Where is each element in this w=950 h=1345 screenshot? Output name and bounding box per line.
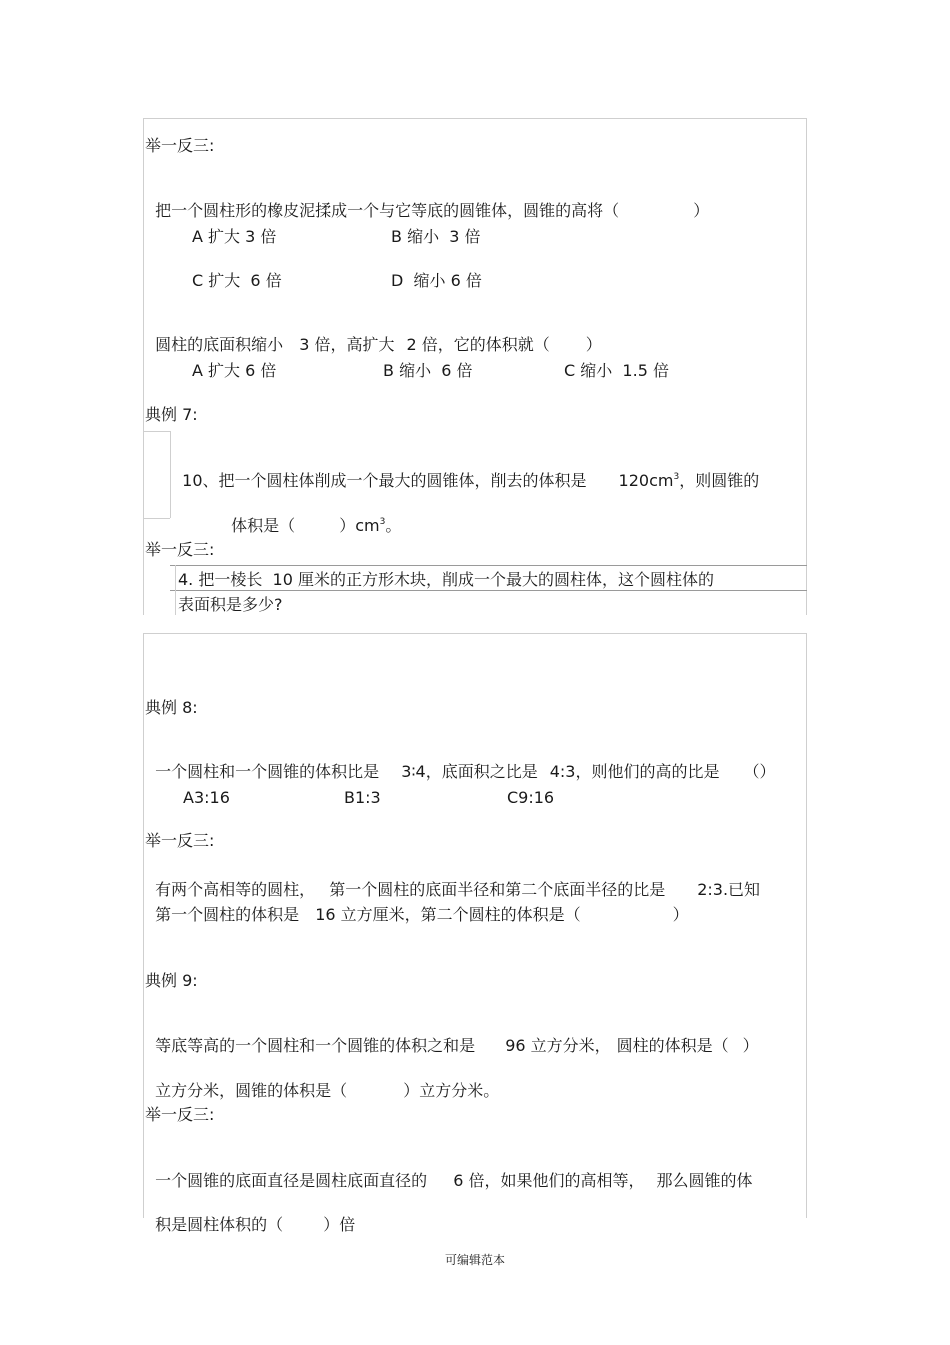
section-heading: 举一反三: <box>145 831 215 850</box>
question-text: 积是圆柱体积的（ <box>155 1215 284 1234</box>
option-b: B 缩小 3 倍 <box>391 227 481 246</box>
page-footer: 可编辑范本 <box>444 1253 505 1267</box>
question-text: 10、把一个圆柱体削成一个最大的圆锥体，削去的体积是 <box>182 471 587 490</box>
option-a: A3:16 <box>183 788 230 807</box>
option-c: C 缩小 1.5 倍 <box>564 361 669 380</box>
question-text: ）cm <box>339 516 380 535</box>
frame-right-top <box>806 118 807 615</box>
superscript: 3 <box>673 472 680 482</box>
question-text: 立方分米，圆锥的体积是（ <box>155 1081 348 1100</box>
frame2-top-edge <box>143 633 807 634</box>
example-heading: 典例 9: <box>145 971 198 990</box>
question-text: 120cm <box>618 471 674 490</box>
question-text: （） <box>743 762 776 781</box>
question-line <box>172 451 759 491</box>
frame-top-edge <box>143 118 807 119</box>
section-heading: 举一反三: <box>145 136 215 155</box>
question-text: ） <box>742 1036 759 1055</box>
question-text: 3∶4，底面积之比是 <box>401 762 538 781</box>
question-line <box>145 315 602 355</box>
example-heading: 典例 8: <box>145 698 198 717</box>
question-text: 体积是（ <box>231 516 296 535</box>
option-c: C9:16 <box>507 788 555 807</box>
option-b: B1:3 <box>344 788 381 807</box>
question-text: 4:3，则他们的高的比是 <box>549 762 720 781</box>
question-text: 一个圆锥的底面直径是圆柱底面直径的 <box>155 1171 428 1190</box>
question-text: 有两个高相等的圆柱， <box>155 880 316 899</box>
example7-box-bottom <box>143 518 170 519</box>
question-text: ） <box>672 905 689 924</box>
option-d: D 缩小 6 倍 <box>391 271 482 290</box>
question-line <box>145 1151 752 1191</box>
ex2-box-mid <box>170 590 807 591</box>
option-c: C 扩大 6 倍 <box>192 271 282 290</box>
question-line <box>145 1016 759 1056</box>
question-text: 3 倍，高扩大 <box>299 335 395 354</box>
question-line <box>145 181 709 221</box>
question-text: ） <box>693 201 710 220</box>
ex2-box-top <box>170 565 807 566</box>
option-a: A 扩大 6 倍 <box>192 361 277 380</box>
option-b: B 缩小 6 倍 <box>383 361 473 380</box>
example7-box-top <box>143 431 170 432</box>
question-text: 2:3.已知 <box>697 880 761 899</box>
question-line: 4. 把一棱长 10 厘米的正方形木块，削成一个最大的圆柱体，这个圆柱体的 <box>178 570 714 589</box>
question-text: 那么圆锥的体 <box>656 1171 753 1190</box>
question-text: 第一个圆柱的底面半径和第二个底面半径的比是 <box>329 880 666 899</box>
question-text: 等底等高的一个圆柱和一个圆锥的体积之和是 <box>155 1036 476 1055</box>
example7-box-right <box>170 431 171 518</box>
frame-left-top <box>143 118 144 615</box>
question-text: 第一个圆柱的体积是 <box>155 905 300 924</box>
question-text: 。 <box>385 516 402 535</box>
question-text: 把一个圆柱形的橡皮泥揉成一个与它等底的圆锥体，圆锥的高将（ <box>155 201 620 220</box>
question-text: 6 倍，如果他们的高相等， <box>453 1171 645 1190</box>
question-line <box>145 1061 499 1101</box>
frame-right-bottom <box>806 633 807 1218</box>
question-text: ，则圆锥的 <box>679 471 760 490</box>
example-heading: 典例 7: <box>145 405 198 424</box>
option-a: A 扩大 3 倍 <box>192 227 277 246</box>
question-line <box>145 742 776 782</box>
section-heading: 举一反三: <box>145 1105 215 1124</box>
question-text: 圆柱的体积是（ <box>616 1036 729 1055</box>
superscript: 3 <box>379 517 386 527</box>
question-text: ） <box>585 335 602 354</box>
question-text: 圆柱的底面积缩小 <box>155 335 284 354</box>
question-line <box>145 1195 355 1235</box>
question-line <box>145 885 689 925</box>
question-text: 2 倍，它的体积就（ <box>406 335 550 354</box>
question-text: ）倍 <box>323 1215 356 1234</box>
question-line <box>221 496 401 536</box>
question-text: 96 立方分米， <box>505 1036 611 1055</box>
question-line: 表面积是多少? <box>178 595 283 614</box>
question-text: 一个圆柱和一个圆锥的体积比是 <box>155 762 380 781</box>
question-text: 16 立方厘米，第二个圆柱的体积是（ <box>315 905 581 924</box>
question-text: ）立方分米。 <box>403 1081 500 1100</box>
frame-left-bottom <box>143 633 144 1218</box>
ex2-box-left <box>175 565 176 615</box>
section-heading: 举一反三: <box>145 540 215 559</box>
